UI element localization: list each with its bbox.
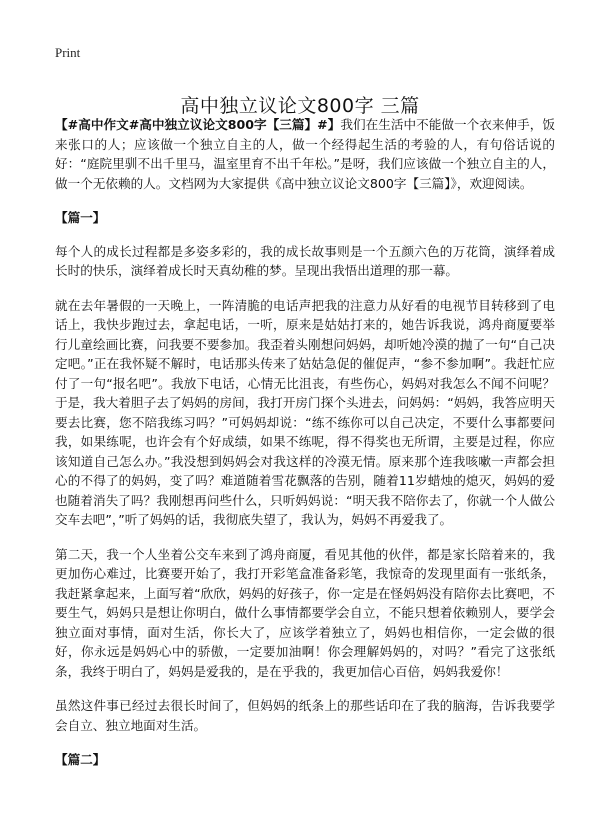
page-title: 高中独立议论文800字 三篇 — [180, 94, 420, 117]
paragraph: 每个人的成长过程都是多姿多彩的，我的成长故事则是一个五颜六色的万花筒，演绎着成长时的快乐，演绎着成长时天真幼稚的梦。呈现出我悟出道理的那一幕。 — [55, 243, 555, 278]
paragraph: 第二天，我一个人坐着公交车来到了鸿舟商厦，看见其他的伙伴，都是家长陪着来的，我更加伤心难过，比赛要开始了，我打开彩笔盒准备彩笔，我惊奇的发现里面有一张纸条，我赶紧拿起来，上面写着“欣欣，妈妈的好孩子，你一定是在怪妈妈没有陪你去比赛吧，不要生气，妈妈只是想让你明白，做什么事情都要学会自立，不能只想着依赖别人，要学会独立面对事情，面对生活，你长大了，应该学着独立了，妈妈也相信你，一定会做的很好，你永远是妈妈心中的骄傲，一定要加油啊！你会理解妈妈的，对吗？”看完了这张纸条，我终于明白了，妈妈是爱我的，是在乎我的，我更加信心百倍，妈妈我爱你！ — [55, 546, 555, 679]
intro-text: 我们在生活中不能做一个衣来伸手，饭来张口的人；应该做一个独立自主的人，做一个经得起生活的考验的人，有句俗话说的好：“庭院里驯不出千里马，温室里育不出千年松。”是呀，我们应该做一个独立自主的人，做一个无依赖的人。文档网为大家提供《高中独立议论文800字【三篇】》，欢迎阅读。 — [55, 117, 556, 191]
intro-tags: 【#高中作文#高中独立议论文800字【三篇】#】 — [55, 117, 341, 132]
print-label: Print — [55, 45, 81, 60]
paragraph: 就在去年暑假的一天晚上，一阵清脆的电话声把我的注意力从好看的电视节目转移到了电话上，我快步跑过去，拿起电话，一听，原来是姑姑打来的，她告诉我说，鸿舟商厦要举行儿童绘画比赛，问我要不要参加。我歪着头刚想问妈妈，却听她冷漠的抛了一句“自己决定吧。”正在我怀疑不解时，电话那头传来了姑姑急促的催促声，“参不参加啊”。我赶忙应付了一句“报名吧”。我放下电话，心情无比沮丧，有些伤心，妈妈对我怎么不闻不问呢？于是，我大着胆子去了妈妈的房间，我打开房门探个头进去，问妈妈：“妈妈，我答应明天要去比赛，您不陪我练习吗？”可妈妈却说：“练不练你可以自己决定，不要什么事都要问我，如果练呢，也许会有个好成绩，如果不练呢，得不得奖也无所谓，主要是过程，你应该知道自己怎么办。”我没想到妈妈会对我这样的冷漠无情。原来那个连我咳嗽一声都会担心的不得了的妈妈，变了吗？难道随着雪花飘落的告别，随着11岁蜡烛的熄灭，妈妈的爱也随着消失了吗？我刚想再问些什么，只听妈妈说：“明天我不陪你去了，你就一个人做公交车去吧”，”听了妈妈的话，我彻底失望了，我认为，妈妈不再爱我了。 — [55, 297, 555, 527]
section-heading-2: 【篇二】 — [55, 752, 106, 767]
article-body — [55, 115, 555, 784]
section-heading-1: 【篇一】 — [55, 210, 106, 225]
intro-paragraph — [55, 115, 555, 193]
paragraph: 虽然这件事已经过去很长时间了，但妈妈的纸条上的那些话印在了我的脑海，告诉我要学会自立、独立地面对生活。 — [55, 698, 555, 733]
